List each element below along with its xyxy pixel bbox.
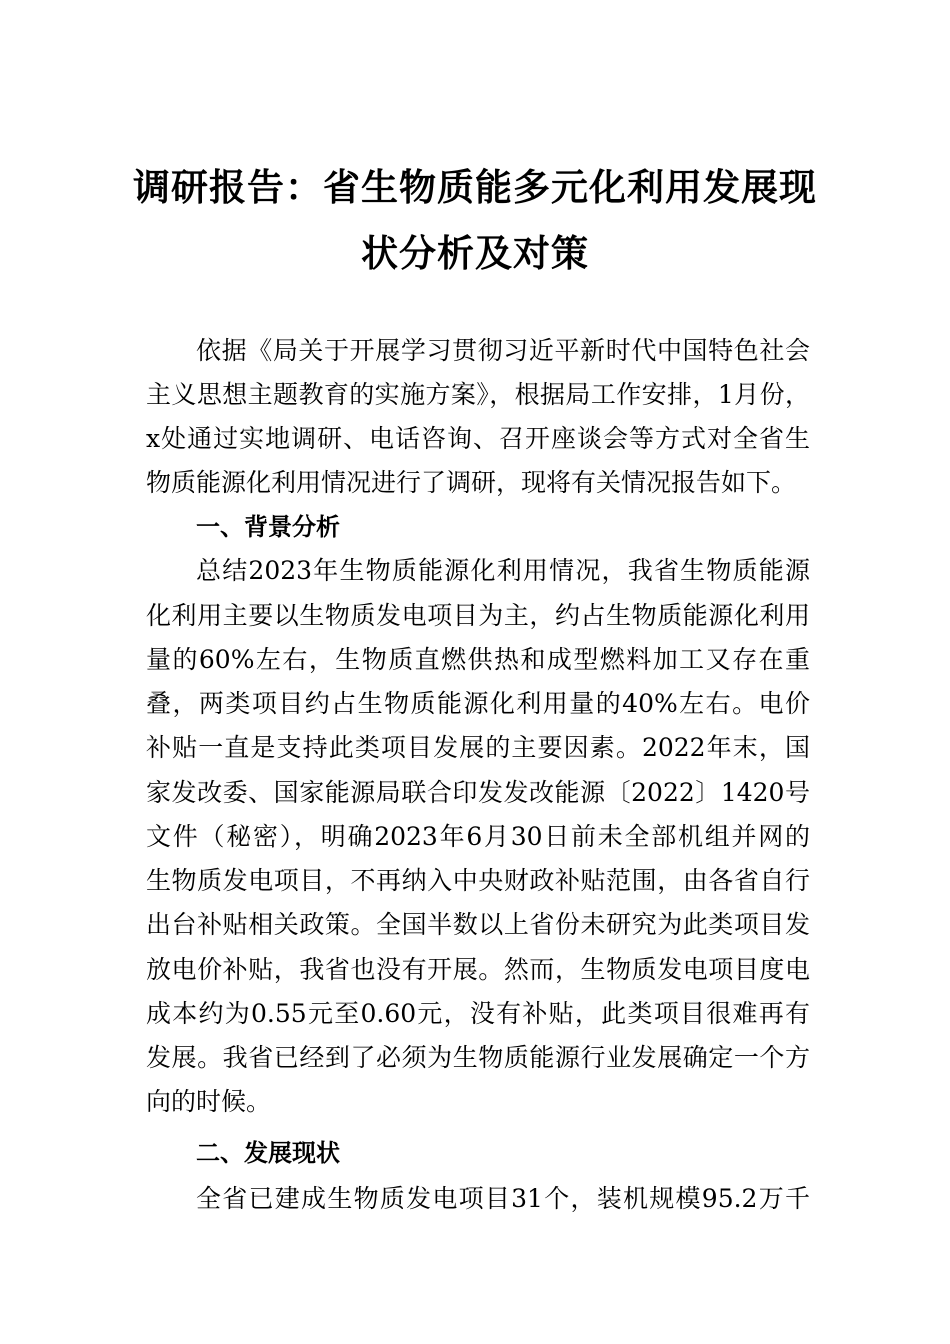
paragraph-line: 成本约为0.55元至0.60元，没有补贴，此类项目很难再有 [146, 999, 810, 1028]
paragraph-line: 量的60%左右，生物质直燃供热和成型燃料加工又存在重 [146, 645, 810, 674]
document-title-line-1: 调研报告：省生物质能多元化利用发展现 [133, 165, 817, 209]
document-title-line-2: 状分析及对策 [361, 231, 589, 275]
paragraph-line: 文件（秘密），明确2023年6月30日前未全部机组并网的 [146, 822, 810, 851]
paragraph-line: 放电价补贴，我省也没有开展。然而，生物质发电项目度电 [146, 955, 810, 984]
paragraph-line: 化利用主要以生物质发电项目为主，约占生物质能源化利用 [146, 601, 810, 630]
paragraph-line: 叠，两类项目约占生物质能源化利用量的40%左右。电价 [146, 689, 810, 718]
section-heading-background: 一、背景分析 [196, 513, 340, 541]
paragraph-line: 向的时候。 [146, 1087, 272, 1116]
paragraph-line: 总结2023年生物质能源化利用情况，我省生物质能源 [196, 556, 810, 585]
paragraph-line: 主义思想主题教育的实施方案》，根据局工作安排，1月份， [146, 380, 810, 409]
paragraph-line: 出台补贴相关政策。全国半数以上省份未研究为此类项目发 [146, 910, 810, 939]
paragraph-line: x处通过实地调研、电话咨询、召开座谈会等方式对全省生 [146, 424, 810, 453]
paragraph-line: 依据《局关于开展学习贯彻习近平新时代中国特色社会 [196, 336, 810, 365]
paragraph-line: 发展。我省已经到了必须为生物质能源行业发展确定一个方 [146, 1043, 810, 1072]
paragraph-line: 补贴一直是支持此类项目发展的主要因素。2022年末，国 [146, 733, 810, 762]
paragraph-line: 家发改委、国家能源局联合印发发改能源〔2022〕1420号 [146, 778, 810, 807]
section-heading-status: 二、发展现状 [196, 1139, 340, 1167]
paragraph-line: 全省已建成生物质发电项目31个，装机规模95.2万千 [196, 1184, 810, 1213]
paragraph-line: 生物质发电项目，不再纳入中央财政补贴范围，由各省自行 [146, 866, 810, 895]
paragraph-line: 物质能源化利用情况进行了调研，现将有关情况报告如下。 [146, 468, 797, 497]
